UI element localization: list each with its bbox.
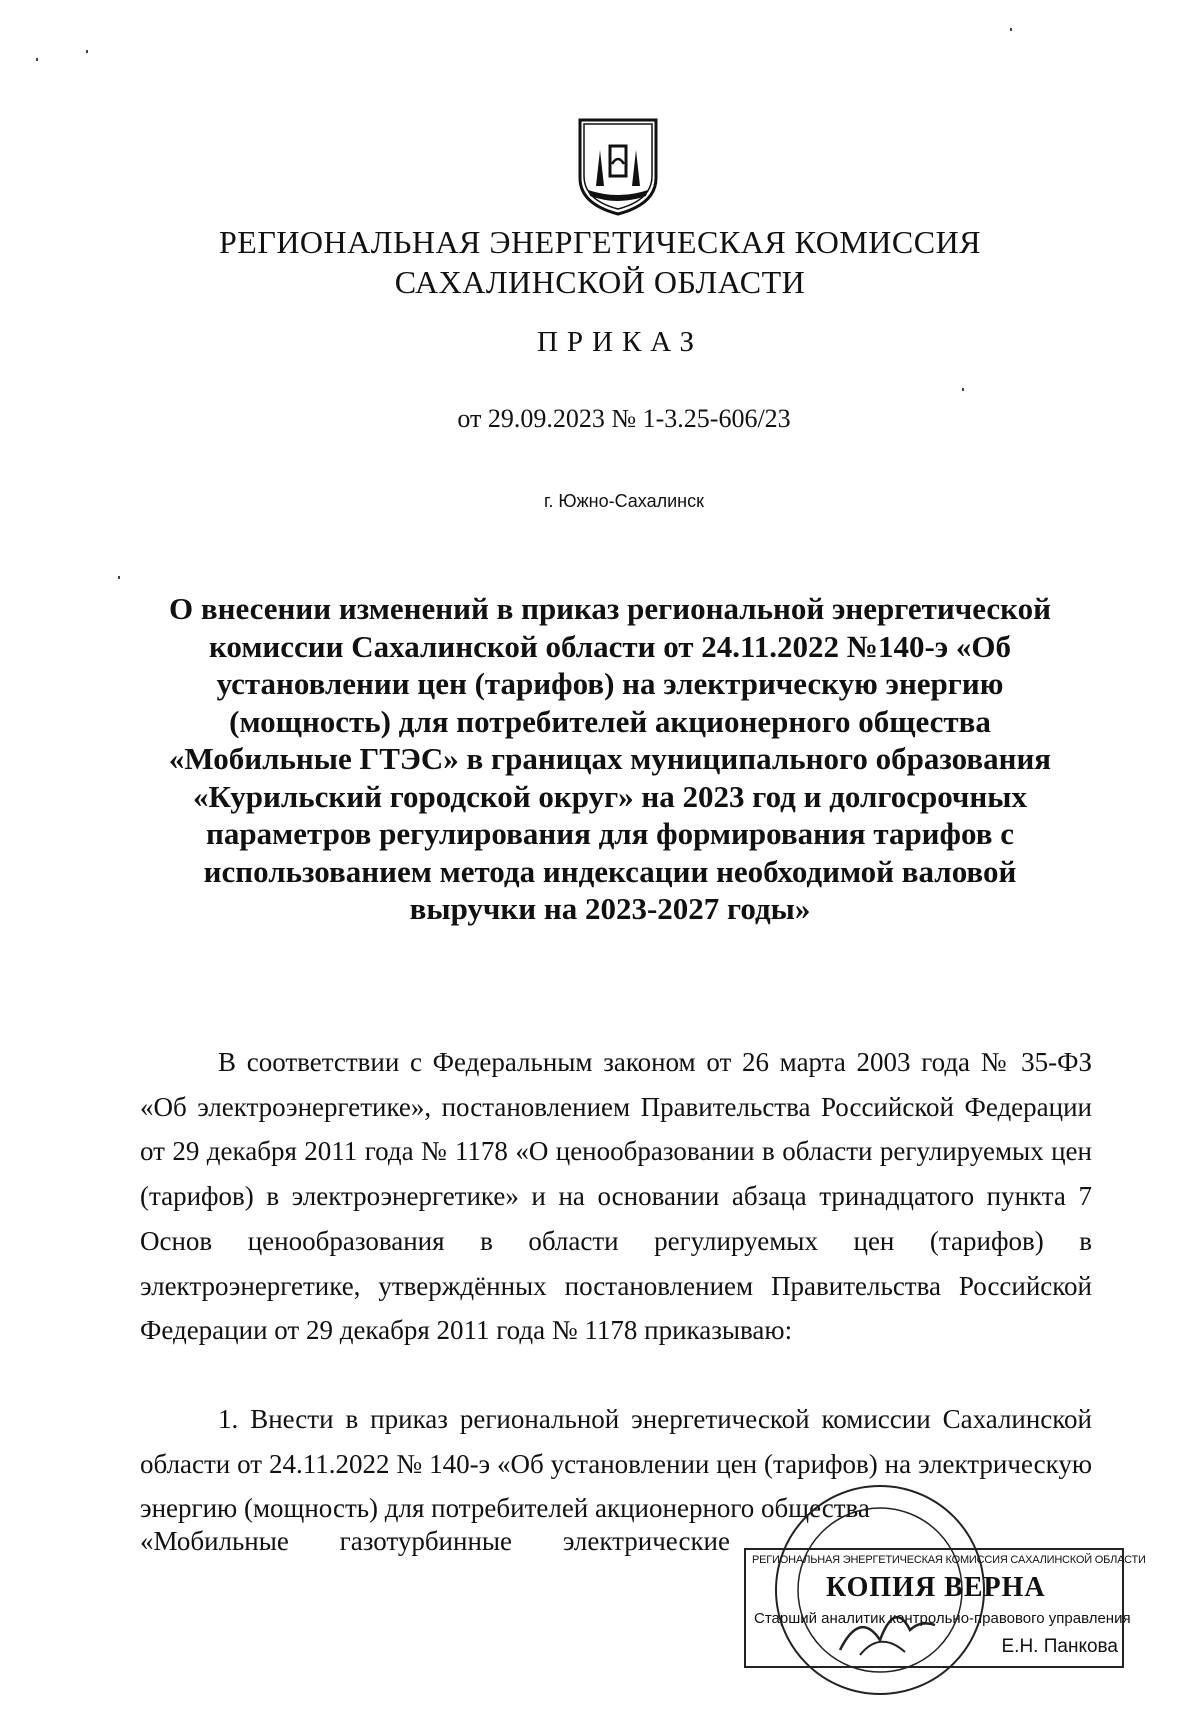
title-line: выручки на 2023-2027 годы»: [409, 891, 811, 926]
title-line: «Мобильные ГТЭС» в границах муниципального образования: [168, 741, 1052, 776]
title-line: «Курильский городской округ» на 2023 год и долгосрочных: [193, 778, 1027, 814]
organization-name-line1: РЕГИОНАЛЬНАЯ ЭНЕРГЕТИЧЕСКАЯ КОМИССИЯ: [218, 224, 982, 260]
scan-speck: [962, 388, 964, 391]
coat-of-arms-icon: [576, 116, 660, 216]
title-line: использованием метода индексации необходимой валовой: [203, 853, 1017, 889]
title-line: О внесении изменений в приказ региональной энергетической: [169, 591, 1051, 626]
document-title: [140, 590, 1080, 928]
stamp-organization: РЕГИОНАЛЬНАЯ ЭНЕРГЕТИЧЕСКАЯ КОМИССИЯ САХАЛИНСКОЙ ОБЛАСТИ: [752, 1554, 1146, 1566]
title-line: (мощность) для потребителей акционерного общества: [229, 703, 991, 739]
city-label: г. Южно-Сахалинск: [544, 491, 704, 511]
clause-1-paragraph: 1. Внести в приказ региональной энергетической комиссии Сахалинской области от 24.11.2022 № 140-э «Об установлении цен (тарифов) на электрическую энергию (мощность) для потребителей акционерного общества: [140, 1404, 1092, 1524]
stamp-copy-certified: КОПИЯ ВЕРНА: [826, 1572, 1046, 1603]
scan-speck: [86, 50, 88, 53]
title-line: параметров регулирования для формирования тарифов с: [206, 816, 1014, 851]
order-date-number: от 29.09.2023 № 1-3.25-606/23: [457, 404, 791, 433]
certification-stamp: [744, 1548, 1146, 1668]
stamp-signatory-name: Е.Н. Панкова: [1001, 1636, 1118, 1657]
organization-name-line2: САХАЛИНСКОЙ ОБЛАСТИ: [394, 264, 806, 300]
document-type-label: ПРИКАЗ: [536, 326, 704, 358]
preamble-paragraph: В соответствии с Федеральным законом от 26 марта 2003 года № 35-ФЗ «Об электроэнергетике», постановлением Правительства Российской Федерации от 29 декабря 2011 года № 1178 «О ценообразовании в области регулируемых цен (тарифов) в электроэнергетике» и на основании абзаца тринадцатого пункта 7 Основ ценообразования в области регулируемых цен (тарифов) в электроэнергетике, утверждённых постановлением Правительства Российской Федерации от 29 декабря 2011 года № 1178 приказываю:: [140, 1047, 1092, 1346]
title-line: установлении цен (тарифов) на электрическую энергию: [216, 666, 1004, 701]
stamp-signatory-role: Старший аналитик контрольно-правового управления: [754, 1610, 1131, 1627]
scan-speck: [1010, 28, 1012, 31]
scan-speck: [36, 58, 38, 61]
scan-speck: [118, 576, 120, 579]
clause-1-continuation: «Мобильные газотурбинные электрические: [140, 1526, 730, 1556]
title-line: комиссии Сахалинской области от 24.11.2022 №140-э «Об: [208, 628, 1012, 664]
